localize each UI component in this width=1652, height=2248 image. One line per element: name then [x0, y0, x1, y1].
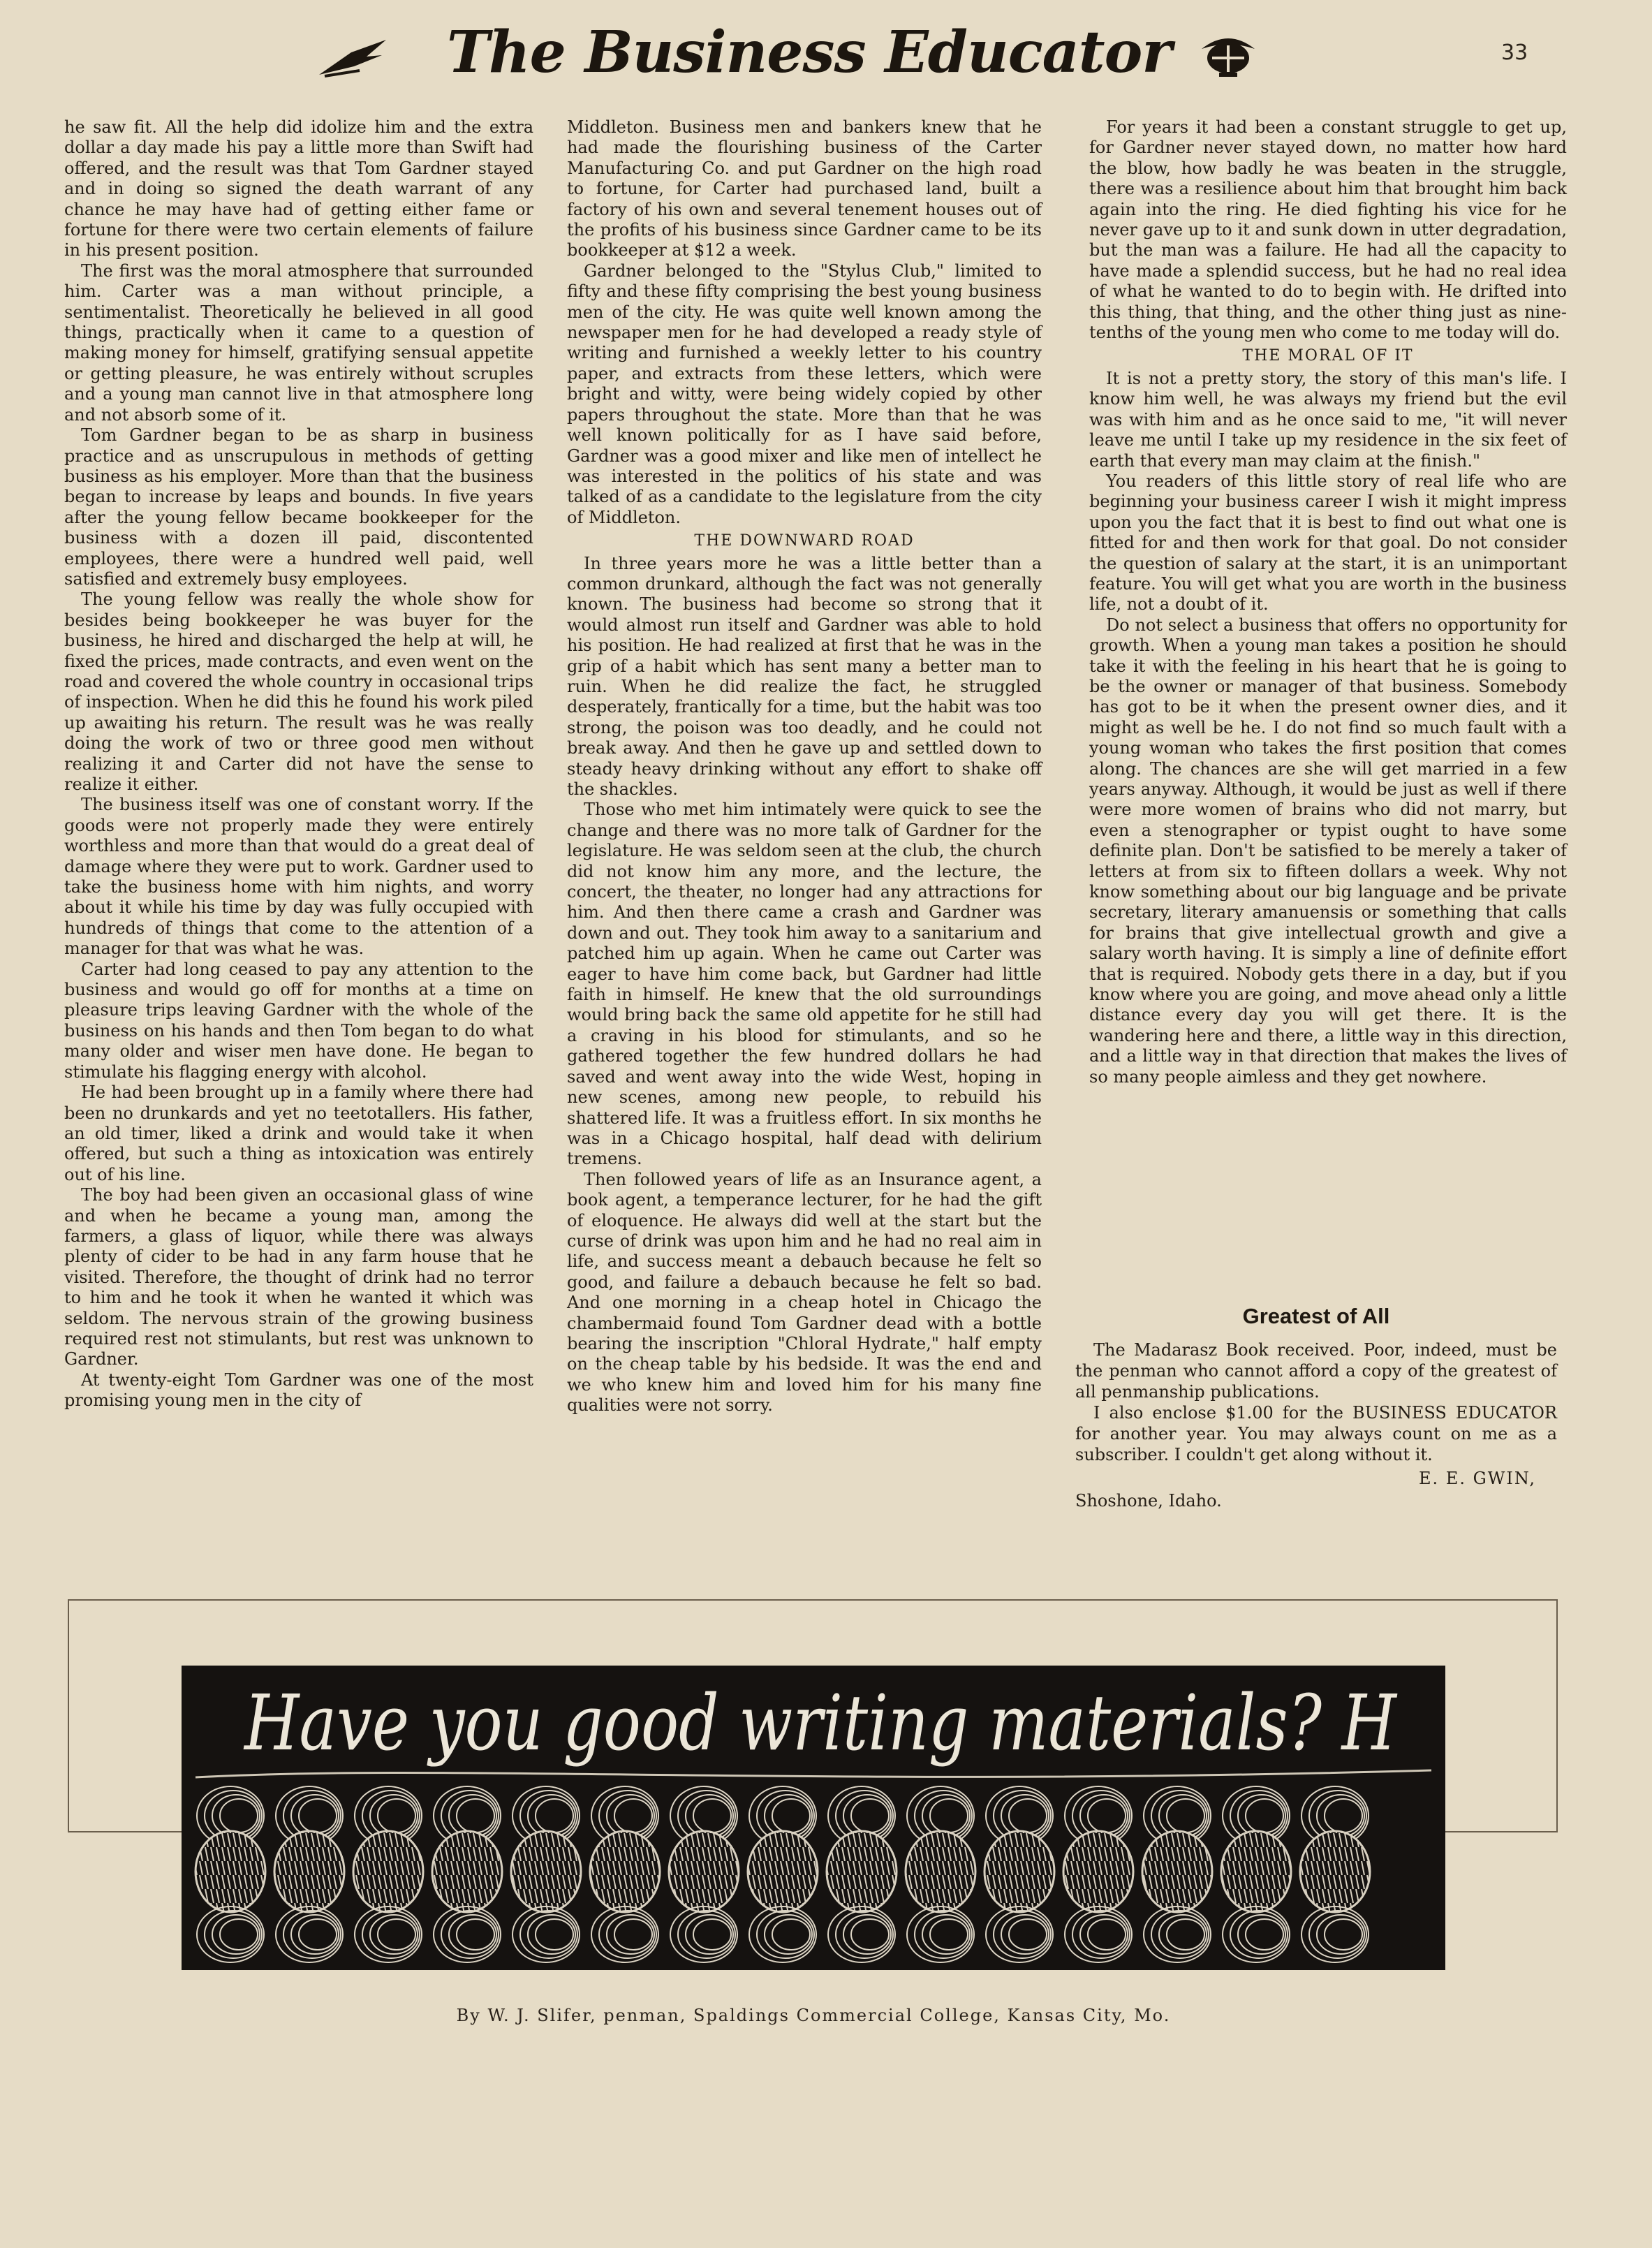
paragraph: The business itself was one of constant worry. If the goods were not properly made they were entirely worthless and more than that would do a great deal of damage where they were put to work. Gardner used to take the business home with him nights, and worry about it while his time by day was fully occupied with hundreds of things that come to the attention of a manager for that was what he was. [64, 795, 533, 959]
letter-heading: Greatest of All [1242, 1304, 1390, 1328]
ovals-exercise [196, 1770, 1431, 1962]
paragraph: Tom Gardner began to be as sharp in business practice and as unscrupulous in methods of getting business as his employer. More than that the business began to increase by leaps and bounds. In five years after the young fellow became bookkeeper for the business with a dozen ill paid, discontented employees, there were a hundred well paid, well satisfied and extremely busy employees. [64, 425, 533, 589]
penmanship-script-line: Have you good writing materials? H [243, 1678, 1398, 1768]
section-heading: THE MORAL OF IT [1242, 347, 1414, 365]
paragraph: Middleton. Business men and bankers knew that he had made the flourishing business of the Carter Manufacturing Co. and put Gardner on the high road to fortune, for Carter had purchased land, built a factory of his own and several tenement houses out of the profits of his business since Gardner came to be its bookkeeper at $12 a week. [567, 117, 1042, 260]
masthead [0, 0, 1652, 105]
letter-paragraph: I also enclose $1.00 for the BUSINESS EDUCATOR for another year. You may always count on me as a subscriber. I couldn't get along without it. [1075, 1403, 1557, 1464]
paragraph: Do not select a business that offers no opportunity for growth. When a young man takes a position he should take it with the feeling in his heart that he is going to be the owner or manager of that business. Somebody has got to be it when the present owner dies, and it might as well be he. I do not find so much fault with a young woman who takes the first position that comes along. The chances are she will get married in a few years anyway. Although, it would be just as well if there were more women of brains who did not marry, but even a stenographer or typist ought to have some definite plan. Don't be satisfied to be merely a taker of letters at from six to fifteen dollars a week. Why not know something about our big language and be private secretary, literary amanuensis or something that calls for brains that give intellectual growth and give a salary worth having. It is simply a line of definite effort that is required. Nobody gets there in a day, but if you know where you are going, and move ahead only a little distance every day you will get there. It is the wandering here and there, a little way in this direction, and a little way in that direction that makes the lives of so many people aimless and they get nowhere. [1089, 615, 1567, 1087]
article-column-1 [64, 117, 533, 1411]
letter-location: Shoshone, Idaho. [1075, 1491, 1222, 1511]
article-column-2 [567, 117, 1042, 1416]
letter-box [1075, 1306, 1557, 1511]
paragraph: Then followed years of life as an Insurance agent, a book agent, a temperance lecturer, for he had the gift of eloquence. He always did well at the start but the curse of drink was upon him and he had no real aim in life, and success meant a debauch because he felt so good, and failure a debauch because he felt so bad. And one morning in a cheap hotel in Chicago the chambermaid found Tom Gardner dead with a bottle bearing the inscription "Chloral Hydrate," half empty on the cheap table by his bedside. It was the end and we who knew him and loved him for his many fine qualities were not sorry. [567, 1169, 1042, 1416]
paragraph: It is not a pretty story, the story of this man's life. I know him well, he was always my friend but the evil was with him and as he once said to me, "it will never leave me until I take up my residence in the six feet of earth that every man may claim at the finish." [1089, 368, 1567, 471]
penmanship-drawing [182, 1666, 1445, 1970]
article-column-3 [1089, 117, 1567, 1087]
section-heading: THE DOWNWARD ROAD [694, 532, 915, 550]
paragraph: At twenty-eight Tom Gardner was one of the most promising young men in the city of [64, 1369, 533, 1411]
masthead-title: The Business Educator [447, 19, 1172, 86]
paragraph: The young fellow was really the whole show for besides being bookkeeper he was buyer for the business, he hired and discharged the help at will, he fixed the prices, made contracts, and even went on the road and covered the whole country in occasional trips of inspection. When he did this he found his work piled up awaiting his return. The result was he was really doing the work of two or three good men without realizing it and Carter did not have the sense to realize it either. [64, 589, 533, 794]
paragraph: He had been brought up in a family where there had been no drunkards and yet no teetotallers. His father, an old timer, liked a drink and would take it when offered, but such a thing as intoxication was entirely out of his line. [64, 1082, 533, 1184]
paragraph: The first was the moral atmosphere that surrounded him. Carter was a man without principle, a sentimentalist. Theoretically he believed in all good things, practically when it came to a question of making money for himself, gratifying sensual appetite or getting pleasure, he was entirely without scruples and a young man cannot live in that atmosphere long and not absorb some of it. [64, 260, 533, 425]
paragraph: For years it had been a constant struggle to get up, for Gardner never stayed down, no matter how hard the blow, how badly he was beaten in the struggle, there was a resilience about him that brought him back again into the ring. He died fighting his vice for he never gave up to it and sunk down in utter degradation, but the man was a failure. He had all the capacity to have made a splendid success, but he had no real idea of what he wanted to do to begin with. He drifted into this thing, that thing, and the other thing just as nine-tenths of the young men who come to me today will do. [1089, 117, 1567, 343]
letter-paragraph: The Madarasz Book received. Poor, indeed, must be the penman who cannot afford a copy of the greatest of all penmanship publications. [1075, 1340, 1557, 1402]
paragraph: In three years more he was a little better than a common drunkard, although the fact was not generally known. The business had become so strong that it would almost run itself and Gardner was able to hold his position. He had realized at first that he was in the grip of a habit which has sent many a better man to ruin. When he did realize the fact, he struggled desperately, frantically for a time, but the habit was too strong, the poison was too deadly, and he could not break away. And then he gave up and settled down to steady heavy drinking without any effort to shake off the shackles. [567, 553, 1042, 799]
paragraph: Those who met him intimately were quick to see the change and there was no more talk of Gardner for the legislature. He was seldom seen at the club, the church did not know him any more, and the lecture, the concert, the theater, no longer had any attractions for him. And then there came a crash and Gardner was down and out. They took him away to a sanitarium and patched him up again. When he came out Carter was eager to have him come back, but Gardner had little faith in himself. He knew that the old surroundings would bring back the same old appetite for he still had a craving in his blood for stimulants, and so he gathered together the few hundred dollars he had saved and went away into the wide West, hoping in new scenes, among new people, to rebuild his shattered life. It was a fruitless effort. In six months he was in a Chicago hospital, half dead with delirium tremens. [567, 800, 1042, 1169]
illustration-caption: By W. J. Slifer, penman, Spaldings Commercial College, Kansas City, Mo. [456, 2006, 1171, 2025]
paragraph: Carter had long ceased to pay any attention to the business and would go off for months at a time on pleasure trips leaving Gardner with the whole of the business on his hands and then Tom began to do what many older and wiser men have done. He began to stimulate his flagging energy with alcohol. [64, 959, 533, 1082]
paragraph: The boy had been given an occasional glass of wine and when he became a young man, among the farmers, a glass of liquor, while there was always plenty of cider to be had in any farm house that he visited. Therefore, the thought of drink had no terror to him and he took it when he wanted it which was seldom. The nervous strain of the growing business required rest not stimulants, but rest was unknown to Gardner. [64, 1185, 533, 1369]
eagle-emblem-icon [1198, 31, 1258, 80]
penmanship-plate [182, 1666, 1445, 1970]
paragraph: You readers of this little story of real life who are beginning your business career I wish it might impress upon you the fact that it is best to find out what one is fitted for and then work for that goal. Do not consider the question of salary at the start, it is an unimportant feature. You will get what you are worth in the business life, not a doubt of it. [1089, 471, 1567, 615]
page-number: 33 [1501, 41, 1528, 65]
letter-signature: E. E. GWIN, [1419, 1469, 1536, 1488]
bird-icon [318, 38, 388, 77]
paragraph: he saw fit. All the help did idolize him and the extra dollar a day made his pay a little more than Swift had offered, and the result was that Tom Gardner stayed and in doing so signed the death warrant of any chance he may have had of getting either fame or fortune for there were two certain elements of failure in his present position. [64, 117, 533, 260]
paragraph: Gardner belonged to the "Stylus Club," limited to fifty and these fifty comprising the best young business men of the city. He was quite well known among the newspaper men for he had developed a ready style of writing and furnished a weekly letter to his country paper, and extracts from these letters, which were bright and witty, were being widely copied by other papers throughout the state. More than that he was well known politically for as I have said before, Gardner was a good mixer and like men of intellect he was interested in the politics of his state and was talked of as a candidate to the legislature from the city of Middleton. [567, 260, 1042, 527]
